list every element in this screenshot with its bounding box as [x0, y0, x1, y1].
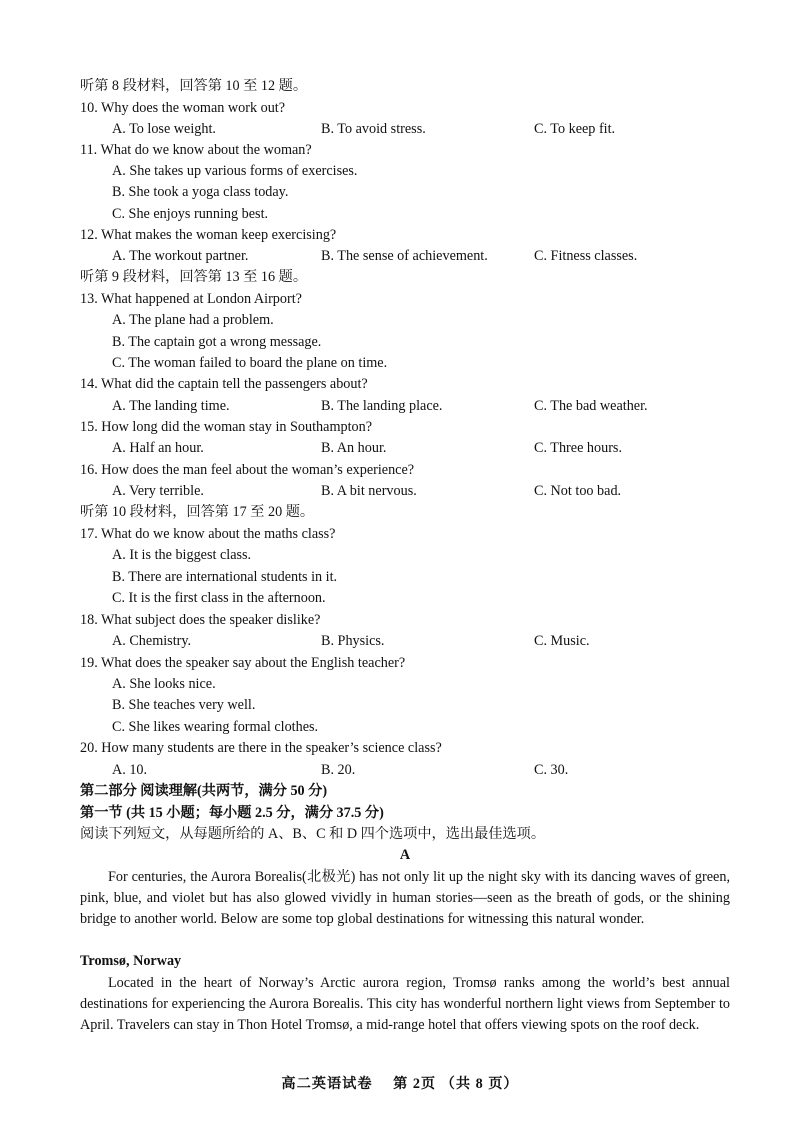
paragraph-tromso — [80, 973, 730, 1037]
option-15b: B. An hour. — [321, 440, 387, 456]
paragraph-intro-text: For centuries, the Aurora Borealis(北极光) has not only lit up the night sky with its dancing waves of green, pink, blue, and violet but has also glowed vividly in human stories—seen as the breath of gods, or the shining bridge to another world. Below are some top global destinations for witnessing this natural wonder. — [80, 869, 730, 928]
option-17b: B. There are international students in it. — [112, 569, 338, 585]
part-2-heading: 第二部分 阅读理解(共两节，满分 50 分) — [80, 783, 328, 799]
question-19: 19. What does the speaker say about the English teacher? — [80, 655, 406, 671]
destination-heading: Tromsø, Norway — [80, 953, 182, 969]
option-20b: B. 20. — [321, 762, 356, 778]
option-15c: C. Three hours. — [534, 440, 622, 456]
option-18c: C. Music. — [534, 633, 590, 649]
question-13: 13. What happened at London Airport? — [80, 291, 302, 307]
option-12b: B. The sense of achievement. — [321, 248, 488, 264]
option-13b: B. The captain got a wrong message. — [112, 334, 322, 350]
option-15a: A. Half an hour. — [112, 440, 204, 456]
question-10: 10. Why does the woman work out? — [80, 100, 286, 116]
question-11: 11. What do we know about the woman? — [80, 142, 312, 158]
option-16b: B. A bit nervous. — [321, 483, 417, 499]
option-19b: B. She teaches very well. — [112, 697, 256, 713]
option-16c: C. Not too bad. — [534, 483, 622, 499]
section-8-intro: 听第 8 段材料，回答第 10 至 12 题。 — [80, 78, 308, 94]
option-13a: A. The plane had a problem. — [112, 312, 274, 328]
page-footer — [0, 1073, 800, 1093]
option-10a: A. To lose weight. — [112, 121, 216, 137]
option-18a: A. Chemistry. — [112, 633, 192, 649]
question-15: 15. How long did the woman stay in Southampton? — [80, 419, 373, 435]
option-12a: A. The workout partner. — [112, 248, 249, 264]
option-19a: A. She looks nice. — [112, 676, 216, 692]
option-16a: A. Very terrible. — [112, 483, 204, 499]
section-10-intro: 听第 10 段材料，回答第 17 至 20 题。 — [80, 504, 315, 520]
question-16: 16. How does the man feel about the woman’s experience? — [80, 462, 415, 478]
option-17c: C. It is the first class in the afternoon. — [112, 590, 326, 606]
footer-exam-title: 高二英语试卷 — [281, 1076, 373, 1092]
option-14c: C. The bad weather. — [534, 398, 648, 414]
option-14b: B. The landing place. — [321, 398, 443, 414]
paragraph-tromso-text: Located in the heart of Norway’s Arctic aurora region, Tromsø ranks among the world’s best annual destinations for experiencing the Aurora Borealis. This city has wonderful northern light views from September to April. Travelers can stay in Thon Hotel Tromsø, a mid-range hotel that offers viewing spots on the roof deck. — [80, 975, 730, 1034]
option-19c: C. She likes wearing formal clothes. — [112, 719, 319, 735]
question-12: 12. What makes the woman keep exercising? — [80, 227, 337, 243]
question-18: 18. What subject does the speaker dislike? — [80, 612, 321, 628]
question-17: 17. What do we know about the maths class? — [80, 526, 336, 542]
reading-instruction: 阅读下列短文，从每题所给的 A、B、C 和 D 四个选项中，选出最佳选项。 — [80, 826, 546, 842]
option-11c: C. She enjoys running best. — [112, 206, 269, 222]
section-9-intro: 听第 9 段材料，回答第 13 至 16 题。 — [80, 269, 308, 285]
option-11a: A. She takes up various forms of exercises. — [112, 163, 358, 179]
option-18b: B. Physics. — [321, 633, 385, 649]
option-10b: B. To avoid stress. — [321, 121, 426, 137]
passage-letter: A — [399, 847, 411, 863]
option-20c: C. 30. — [534, 762, 569, 778]
section-1-heading: 第一节 (共 15 小题；每小题 2.5 分，满分 37.5 分) — [80, 805, 384, 821]
paragraph-intro — [80, 867, 730, 931]
option-14a: A. The landing time. — [112, 398, 230, 414]
option-20a: A. 10. — [112, 762, 148, 778]
option-10c: C. To keep fit. — [534, 121, 616, 137]
option-13c: C. The woman failed to board the plane on time. — [112, 355, 388, 371]
question-20: 20. How many students are there in the speaker’s science class? — [80, 740, 442, 756]
option-17a: A. It is the biggest class. — [112, 547, 252, 563]
footer-page-number: 第 2页 （共 8 页） — [393, 1076, 519, 1092]
question-14: 14. What did the captain tell the passengers about? — [80, 376, 368, 392]
option-11b: B. She took a yoga class today. — [112, 184, 289, 200]
option-12c: C. Fitness classes. — [534, 248, 638, 264]
